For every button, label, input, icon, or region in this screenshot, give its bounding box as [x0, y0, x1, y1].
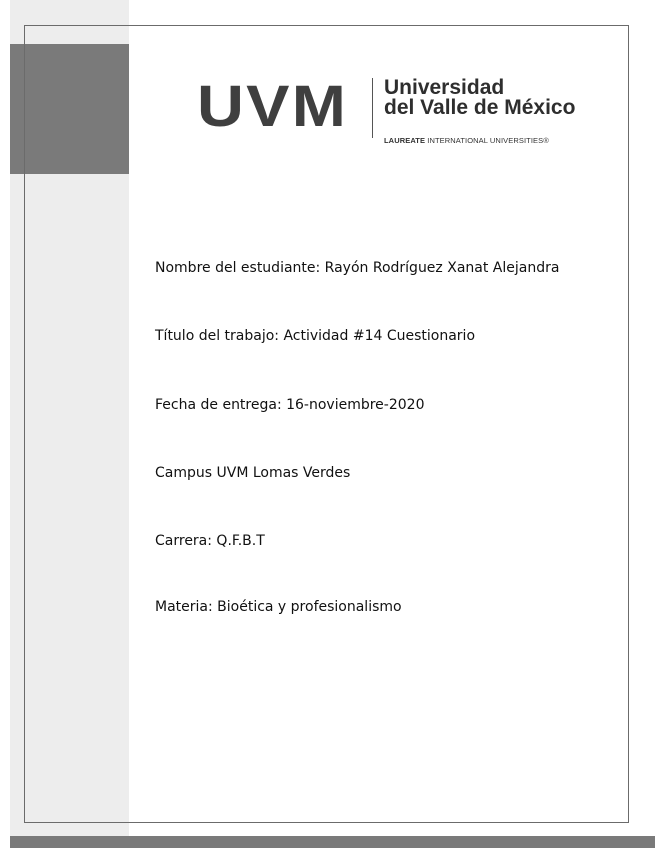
campus-line: Campus UVM Lomas Verdes [155, 465, 351, 481]
career-line: Carrera: Q.F.B.T [155, 533, 265, 549]
student-name-line: Nombre del estudiante: Rayón Rodríguez Xanat Alejandra [155, 260, 560, 276]
logo-tagline-rest: INTERNATIONAL UNIVERSITIES® [425, 136, 549, 145]
logo-name-line1: Universidad [384, 76, 505, 99]
delivery-date-line: Fecha de entrega: 16-noviembre-2020 [155, 397, 425, 413]
logo-mark: UVM [197, 74, 349, 139]
footer-bar [10, 836, 655, 848]
logo-divider [372, 78, 373, 138]
work-title-line: Título del trabajo: Actividad #14 Cuestionario [155, 328, 476, 344]
logo-university-name [384, 78, 604, 118]
logo-tagline [384, 136, 624, 145]
logo-tagline-bold: LAUREATE [384, 136, 426, 145]
subject-line: Materia: Bioética y profesionalismo [155, 599, 402, 615]
logo-name-line2: del Valle de México [384, 96, 576, 119]
